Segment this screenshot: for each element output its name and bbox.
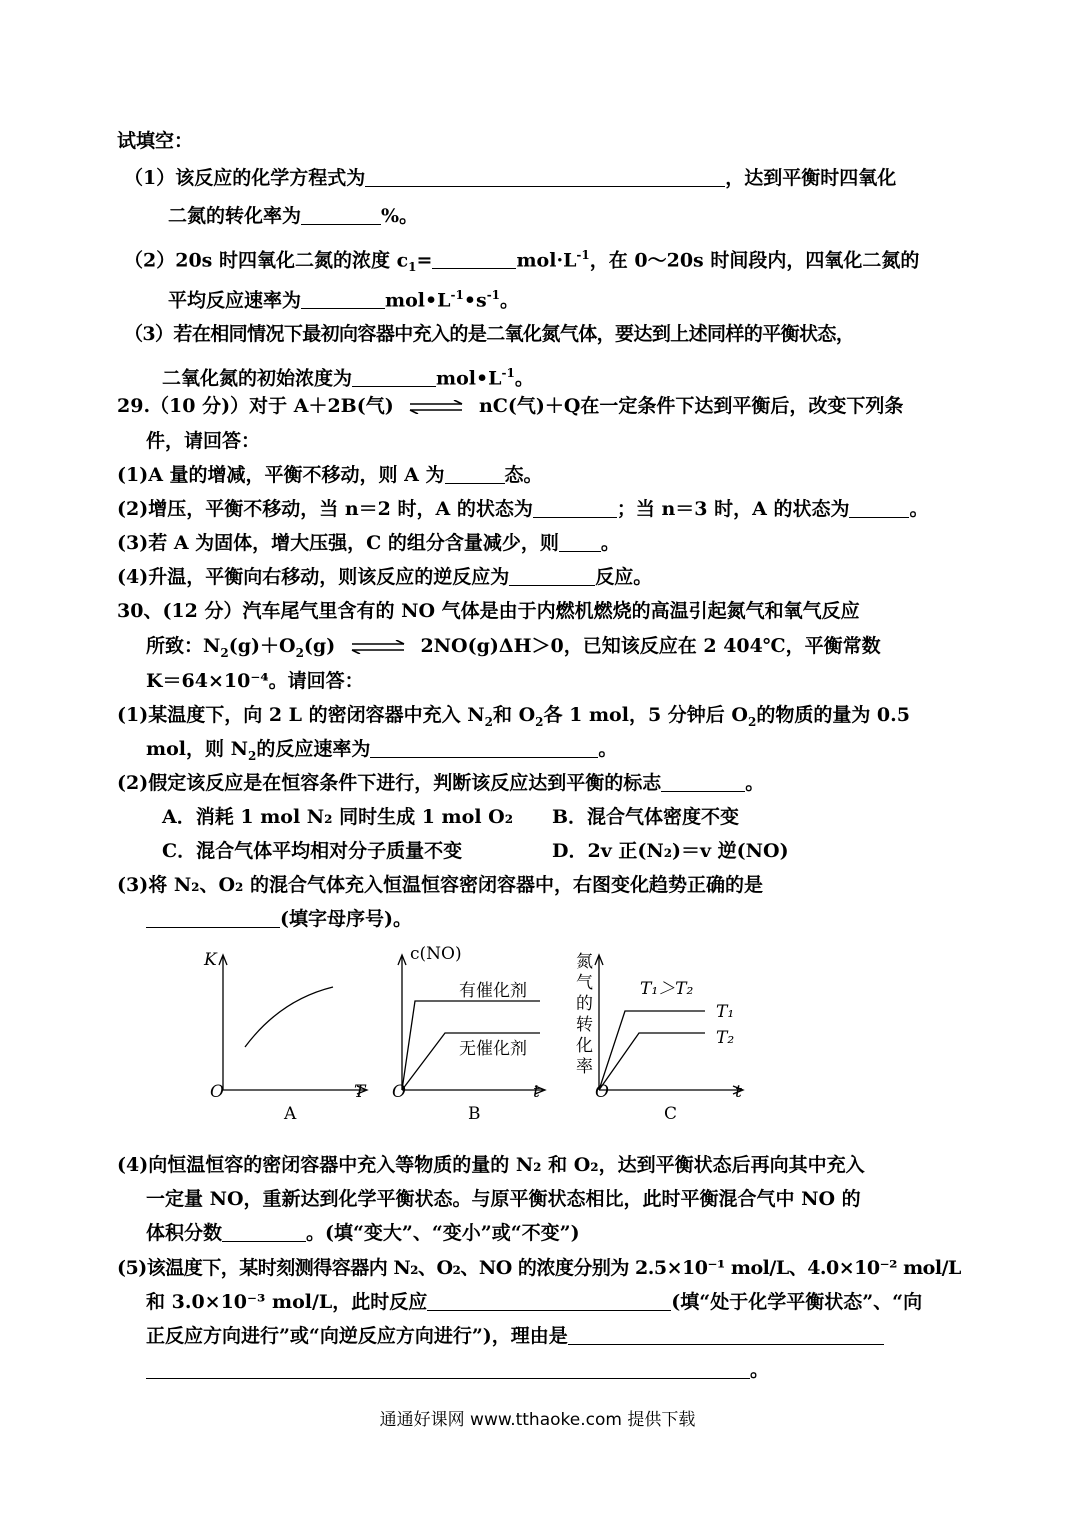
q28-p1d: %。 xyxy=(381,205,419,227)
q30-h2b: (g)＋O xyxy=(228,635,296,657)
q29-sub1 xyxy=(117,462,543,488)
subscript: 2 xyxy=(220,645,229,660)
graph-c-line1-label: T₁ xyxy=(716,1002,735,1022)
q30-s1e: mol，则 N xyxy=(146,738,248,760)
graph-a-ylabel: K xyxy=(204,950,217,970)
answer-blank[interactable] xyxy=(222,1223,306,1242)
q30-sub5-line3 xyxy=(146,1323,884,1349)
graph-a-xlabel: T xyxy=(354,1082,366,1102)
q30-sub1-line2 xyxy=(146,736,617,769)
q30-h2c: (g) xyxy=(303,635,336,657)
q30-s5e: 。 xyxy=(750,1359,770,1381)
q29-h2: nC(气)＋Q在一定条件下达到平衡后，改变下列条 xyxy=(478,395,904,417)
answer-blank[interactable] xyxy=(849,499,909,518)
q30-sub1-line1 xyxy=(117,702,910,735)
q30-s1a: (1)某温度下，向 2 L 的密闭容器中充入 N xyxy=(117,704,485,726)
q29-s2c: 。 xyxy=(909,498,929,520)
q28-p3c: mol•L xyxy=(436,367,502,390)
q30-sub4-line2: 一定量 NO，重新达到化学平衡状态。与原平衡状态相比，此时平衡混合气中 NO 的 xyxy=(146,1188,861,1210)
answer-blank[interactable] xyxy=(301,206,381,225)
q30-sub3-line1: (3)将 N₂、O₂ 的混合气体充入恒温恒容密闭容器中，右图变化趋势正确的是 xyxy=(117,874,763,896)
q29-s4a: (4)升温，平衡向右移动，则该反应的逆反应为 xyxy=(117,566,510,588)
graph-c-caption: C xyxy=(664,1104,678,1124)
q30-s1d: 的物质的量为 0.5 xyxy=(756,704,910,726)
answer-blank[interactable] xyxy=(365,168,725,187)
q28-p2h: 。 xyxy=(500,289,520,312)
superscript: -1 xyxy=(501,366,515,380)
q30-sub5-line4 xyxy=(146,1357,769,1383)
graph-a-caption: A xyxy=(284,1104,297,1124)
answer-blank[interactable] xyxy=(559,533,601,552)
q30-s5b: 和 3.0×10⁻³ mol/L，此时反应 xyxy=(146,1291,428,1313)
q30-s1c: 各 1 mol，5 分钟后 O xyxy=(543,704,748,726)
answer-blank[interactable] xyxy=(146,909,280,928)
q29-s2b: ；当 n＝3 时，A 的状态为 xyxy=(616,498,850,520)
q30-s4d: 。(填“变大”、“变小”或“不变”) xyxy=(306,1222,580,1244)
q28-part1-line1 xyxy=(124,165,896,191)
q28-p3d: 。 xyxy=(514,367,534,390)
q28-p2c: mol·L xyxy=(516,249,577,272)
subscript: 2 xyxy=(295,645,304,660)
graph-b-caption: B xyxy=(468,1104,481,1124)
superscript: -1 xyxy=(486,288,501,302)
q30-s4c: 体积分数 xyxy=(146,1222,223,1244)
superscript: -1 xyxy=(576,248,590,262)
q28-part3-line2 xyxy=(162,360,534,391)
subscript: 2 xyxy=(484,714,493,729)
q30-option-c[interactable]: C．混合气体平均相对分子质量不变 xyxy=(162,840,463,862)
q28-p1b: ，达到平衡时四氧化 xyxy=(725,167,897,189)
q30-s1g: 。 xyxy=(598,738,618,760)
q29-s1b: 态。 xyxy=(504,464,543,486)
q30-option-a[interactable]: A．消耗 1 mol N₂ 同时生成 1 mol O₂ xyxy=(162,806,514,828)
q30-s2: (2)假定该反应是在恒容条件下进行，判断该反应达到平衡的标志 xyxy=(117,772,662,794)
q28-part2-line2 xyxy=(168,282,519,313)
graph-b-ylabel: c(NO) xyxy=(410,944,462,964)
q30-option-b[interactable]: B．混合气体密度不变 xyxy=(552,806,740,828)
page-footer: 通通好课网 www.tthaoke.com 提供下载 xyxy=(379,1410,696,1430)
q28-p2e: 平均反应速率为 xyxy=(168,289,302,312)
answer-blank[interactable] xyxy=(509,567,595,586)
q30-sub4-line1: (4)向恒温恒容的密闭容器中充入等物质的量的 N₂ 和 O₂，达到平衡状态后再向其中充入 xyxy=(117,1154,865,1176)
intro-text: 试填空： xyxy=(117,130,194,152)
q30-h2d: 2NO(g)ΔH＞0，已知该反应在 2 404℃，平衡常数 xyxy=(420,635,881,657)
answer-blank[interactable] xyxy=(445,465,505,484)
graph-a-origin: O xyxy=(210,1082,224,1102)
q29-s1a: (1)A 量的增减，平衡不移动，则 A 为 xyxy=(117,464,445,486)
q30-header-line1: 30、(12 分）汽车尾气里含有的 NO 气体是由于内燃机燃烧的高温引起氮气和氧气反应 xyxy=(117,600,860,622)
subscript: 1 xyxy=(408,260,417,275)
equilibrium-arrow-icon xyxy=(408,400,464,414)
answer-blank[interactable] xyxy=(370,739,598,758)
graph-c-line2-label: T₂ xyxy=(716,1028,735,1048)
q30-sub2 xyxy=(117,770,764,796)
graph-b-origin: O xyxy=(392,1082,406,1102)
superscript: -1 xyxy=(450,288,464,302)
answer-blank[interactable] xyxy=(427,1292,671,1311)
q30-s1b: 和 O xyxy=(492,704,536,726)
q28-p1a: （1）该反应的化学方程式为 xyxy=(124,167,366,189)
subscript: 2 xyxy=(747,714,757,729)
q28-p2d: ，在 0～20s 时间段内，四氧化二氮的 xyxy=(589,249,920,272)
q28-part3-line1: （3）若在相同情况下最初向容器中充入的是二氧化氮气体，要达到上述同样的平衡状态， xyxy=(124,323,855,345)
answer-blank[interactable] xyxy=(661,773,745,792)
q30-s5d: 正反应方向进行”或“向逆反应方向进行”)，理由是 xyxy=(146,1325,568,1347)
q29-s4b: 反应。 xyxy=(595,566,653,588)
q29-s3b: 。 xyxy=(600,532,620,554)
q28-part2-line1 xyxy=(124,242,919,280)
graph-b-xlabel: t xyxy=(533,1082,540,1102)
graph-b-line1-label: 有催化剂 xyxy=(459,981,527,1001)
subscript: 2 xyxy=(247,748,257,763)
q30-s2end: 。 xyxy=(745,772,765,794)
graph-b-line2-label: 无催化剂 xyxy=(459,1039,527,1059)
q28-part1-line2 xyxy=(168,203,418,229)
subscript: 2 xyxy=(535,714,544,729)
q28-p2b: = xyxy=(416,249,433,272)
q29-sub2 xyxy=(117,496,928,522)
answer-blank[interactable] xyxy=(146,1360,750,1379)
answer-blank[interactable] xyxy=(352,368,436,387)
answer-blank[interactable] xyxy=(533,499,617,518)
q29-h1: 29.（10 分)）对于 A＋2B(气) xyxy=(117,395,394,417)
graph-c-condition: T₁＞T₂ xyxy=(640,979,694,999)
graph-a-curve xyxy=(245,987,333,1047)
q30-h2a: 所致：N xyxy=(146,635,221,657)
q30-s3b: (填字母序号)。 xyxy=(280,908,412,930)
q28-p3b: 二氧化氮的初始浓度为 xyxy=(162,367,353,390)
answer-blank[interactable] xyxy=(301,290,385,309)
q29-sub3 xyxy=(117,530,620,556)
q30-sub4-line3 xyxy=(146,1220,580,1246)
q28-p2a: （2）20s 时四氧化二氮的浓度 c xyxy=(124,249,409,272)
q28-p2f: mol•L xyxy=(385,289,451,312)
q30-header-line3: K＝64×10⁻⁴。请回答： xyxy=(146,670,364,692)
q29-sub4 xyxy=(117,564,652,590)
graph-c-xlabel: t xyxy=(735,1082,742,1102)
q30-sub5-line1: (5)该温度下，某时刻测得容器内 N₂、O₂、NO 的浓度分别为 2.5×10⁻¹ mol/L、4.0×10⁻² mol/L xyxy=(117,1257,961,1279)
q30-header-line2 xyxy=(146,633,881,666)
q29-header-line2: 件，请回答： xyxy=(146,430,261,452)
q29-s3a: (3)若 A 为固体，增大压强，C 的组分含量减少，则 xyxy=(117,532,559,554)
q30-sub5-line2 xyxy=(146,1289,922,1315)
equilibrium-arrow-icon xyxy=(350,640,406,654)
q30-option-d[interactable]: D．2v 正(N₂)＝v 逆(NO) xyxy=(552,840,789,862)
answer-blank[interactable] xyxy=(432,250,516,269)
q30-s5c: (填“处于化学平衡状态”、“向 xyxy=(671,1291,923,1313)
q30-sub3-line2 xyxy=(146,906,412,932)
answer-blank[interactable] xyxy=(568,1326,884,1345)
q28-p2g: •s xyxy=(463,289,487,312)
graph-a xyxy=(219,955,367,1094)
graph-c-origin: O xyxy=(595,1082,609,1102)
q29-s2a: (2)增压，平衡不移动，当 n＝2 时，A 的状态为 xyxy=(117,498,533,520)
q29-header-line1 xyxy=(117,393,903,419)
graph-c-line1 xyxy=(599,1011,705,1090)
q28-p1c: 二氮的转化率为 xyxy=(168,205,302,227)
graph-c-ylabel: 氮气的转化率 xyxy=(576,952,593,1077)
q30-s1f: 的反应速率为 xyxy=(256,738,371,760)
